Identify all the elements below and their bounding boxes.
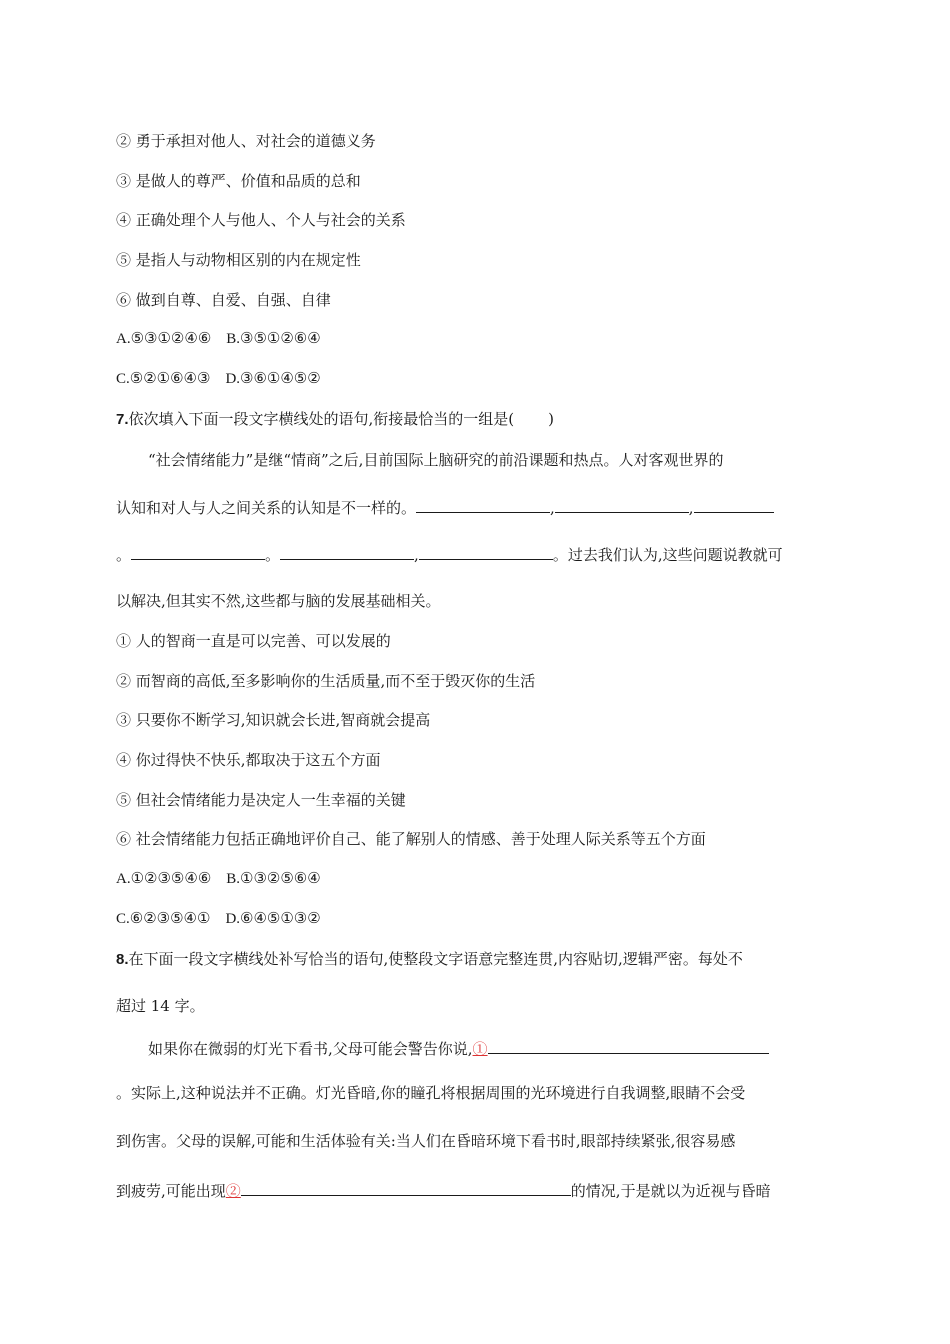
- q8-passage-1: [148, 1037, 769, 1059]
- q6-item-3: ③ 是做人的尊严、价值和品质的总和: [116, 172, 361, 190]
- q8-passage-4: [116, 1179, 771, 1201]
- q7-passage-3-tail: 。过去我们认为,这些问题说教就可: [552, 546, 783, 564]
- q7-sep: 。: [265, 546, 281, 564]
- q7-passage-1: “社会情绪能力”是继“情商”之后,目前国际上脑研究的前沿课题和热点。人对客观世界的: [148, 451, 724, 469]
- q8-blank-2-label: ②: [225, 1182, 241, 1200]
- q7-sep: 。: [116, 546, 132, 564]
- q7-passage-4: 以解决,但其实不然,这些都与脑的发展基础相关。: [116, 592, 441, 610]
- q7-passage-2: [116, 496, 774, 518]
- q8-stem-1: [116, 949, 743, 970]
- q7-item-4: ④ 你过得快不快乐,都取决于这五个方面: [116, 751, 381, 769]
- q6-options-cd: C.⑤②①⑥④③ D.③⑥①④⑤②: [116, 371, 321, 387]
- q7-item-5: ⑤ 但社会情绪能力是决定人一生幸福的关键: [116, 791, 406, 809]
- q6-item-2: ② 勇于承担对他人、对社会的道德义务: [116, 132, 376, 150]
- q7-number: 7.: [116, 411, 129, 428]
- q7-item-2: ② 而智商的高低,至多影响你的生活质量,而不至于毁灭你的生活: [116, 672, 536, 690]
- q8-number: 8.: [116, 951, 129, 968]
- q8-passage-2: 。实际上,这种说法并不正确。灯光昏暗,你的瞳孔将根据周围的光环境进行自我调整,眼睛不会受: [116, 1084, 746, 1102]
- q6-options-ab: A.⑤③①②④⑥ B.③⑤①②⑥④: [116, 331, 321, 347]
- q7-stem: [116, 409, 554, 430]
- q7-item-6: ⑥ 社会情绪能力包括正确地评价自己、能了解别人的情感、善于处理人际关系等五个方面: [116, 830, 706, 848]
- q6-item-4: ④ 正确处理个人与他人、个人与社会的关系: [116, 211, 406, 229]
- q7-blank-6[interactable]: [419, 543, 553, 560]
- q7-item-3: ③ 只要你不断学习,知识就会长进,智商就会提高: [116, 711, 431, 729]
- q7-blank-4[interactable]: [131, 543, 265, 560]
- q8-stem-text: 在下面一段文字横线处补写恰当的语句,使整段文字语意完整连贯,内容贴切,逻辑严密。每处不: [128, 950, 743, 968]
- q8-passage-3: 到伤害。父母的误解,可能和生活体验有关:当人们在昏暗环境下看书时,眼部持续紧张,很容易感: [116, 1132, 736, 1150]
- q7-blank-3[interactable]: [694, 496, 774, 513]
- q8-passage-4-head: 到疲劳,可能出现: [116, 1182, 226, 1200]
- q7-passage-3: [116, 543, 783, 565]
- q7-stem-end: ): [548, 410, 554, 428]
- q7-passage-2-text: 认知和对人与人之间关系的认知是不一样的。: [116, 499, 417, 517]
- q7-item-1: ① 人的智商一直是可以完善、可以发展的: [116, 632, 391, 650]
- q6-item-6: ⑥ 做到自尊、自爱、自强、自律: [116, 291, 331, 309]
- q7-stem-text: 依次填入下面一段文字横线处的语句,衔接最恰当的一组是(: [128, 410, 515, 428]
- q7-sep: ,: [414, 546, 419, 564]
- q8-blank-2[interactable]: [241, 1179, 571, 1196]
- q8-stem-2: 超过 14 字。: [116, 997, 205, 1015]
- q8-blank-1[interactable]: [488, 1037, 769, 1054]
- q7-blank-5[interactable]: [280, 543, 414, 560]
- q6-item-5: ⑤ 是指人与动物相区别的内在规定性: [116, 251, 361, 269]
- q8-blank-1-label: ①: [472, 1040, 488, 1058]
- q7-sep: ,: [688, 499, 694, 517]
- q8-passage-4-tail: 的情况,于是就以为近视与昏暗: [570, 1182, 771, 1200]
- q7-sep: ,: [550, 499, 555, 517]
- q7-options-cd: C.⑥②③⑤④① D.⑥④⑤①③②: [116, 911, 321, 927]
- q7-blank-2[interactable]: [555, 496, 689, 513]
- q7-options-ab: A.①②③⑤④⑥ B.①③②⑤⑥④: [116, 871, 321, 887]
- q7-blank-1[interactable]: [416, 496, 550, 513]
- q8-passage-1-text: 如果你在微弱的灯光下看书,父母可能会警告你说,: [148, 1040, 473, 1058]
